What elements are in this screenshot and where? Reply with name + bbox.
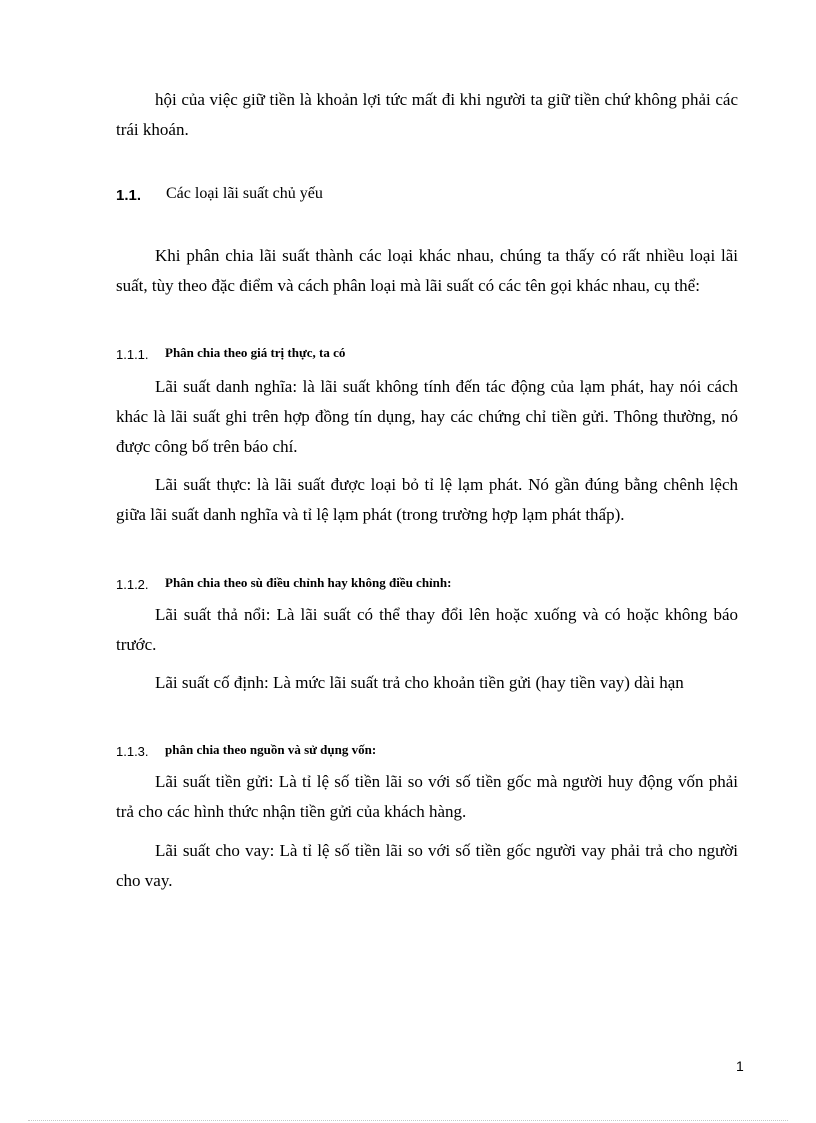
- paragraph-intro: Khi phân chia lãi suất thành các loại khác nhau, chúng ta thấy có rất nhiều loại lãi suất, tùy theo đặc điểm và cách phân loại mà lãi suất có các tên gọi khác nhau, cụ thể:: [116, 246, 738, 295]
- subsection-number: 1.1.2.: [116, 577, 149, 592]
- subsection-title: Phân chia theo sù điều chỉnh hay không điều chỉnh:: [165, 575, 452, 590]
- subsection-title: phân chia theo nguồn và sử dụng vốn:: [165, 742, 377, 757]
- page-bottom-divider: [28, 1120, 788, 1121]
- section-title: Các loại lãi suất chủ yếu: [166, 185, 323, 202]
- paragraph-floating-rate: Lãi suất thả nổi: Là lãi suất có thể thay đổi lên hoặc xuống và có hoặc không báo trước.: [116, 605, 738, 654]
- subsection-number: 1.1.3.: [116, 744, 149, 759]
- paragraph-real-rate: Lãi suất thực: là lãi suất được loại bỏ tỉ lệ lạm phát. Nó gần đúng bằng chênh lệch giữa lãi suất danh nghĩa và tỉ lệ lạm phát (trong trường hợp lạm phát thấp).: [116, 475, 738, 524]
- paragraph-continuation: hội của việc giữ tiền là khoản lợi tức mất đi khi người ta giữ tiền chứ không phải các trái khoán.: [116, 90, 738, 139]
- section-number: 1.1.: [116, 187, 142, 204]
- paragraph-fixed-rate: Lãi suất cố định: Là mức lãi suất trả cho khoản tiền gửi (hay tiền vay) dài hạn: [155, 673, 684, 692]
- page-number: 1: [736, 1058, 744, 1074]
- paragraph-nominal-rate: Lãi suất danh nghĩa: là lãi suất không tính đến tác động của lạm phát, hay nói cách khác là lãi suất ghi trên hợp đồng tín dụng, hay các chứng chỉ tiền gửi. Thông thường, nó được công bố trên báo chí.: [116, 377, 738, 456]
- paragraph-deposit-rate: Lãi suất tiền gửi: Là tỉ lệ số tiền lãi so với số tiền gốc mà người huy động vốn phải trả cho các hình thức nhận tiền gửi của khách hàng.: [116, 772, 738, 821]
- subsection-number: 1.1.1.: [116, 347, 149, 362]
- paragraph-lending-rate: Lãi suất cho vay: Là tỉ lệ số tiền lãi so với số tiền gốc người vay phải trả cho người cho vay.: [116, 841, 738, 890]
- subsection-title: Phân chia theo giá trị thực, ta có: [165, 345, 346, 360]
